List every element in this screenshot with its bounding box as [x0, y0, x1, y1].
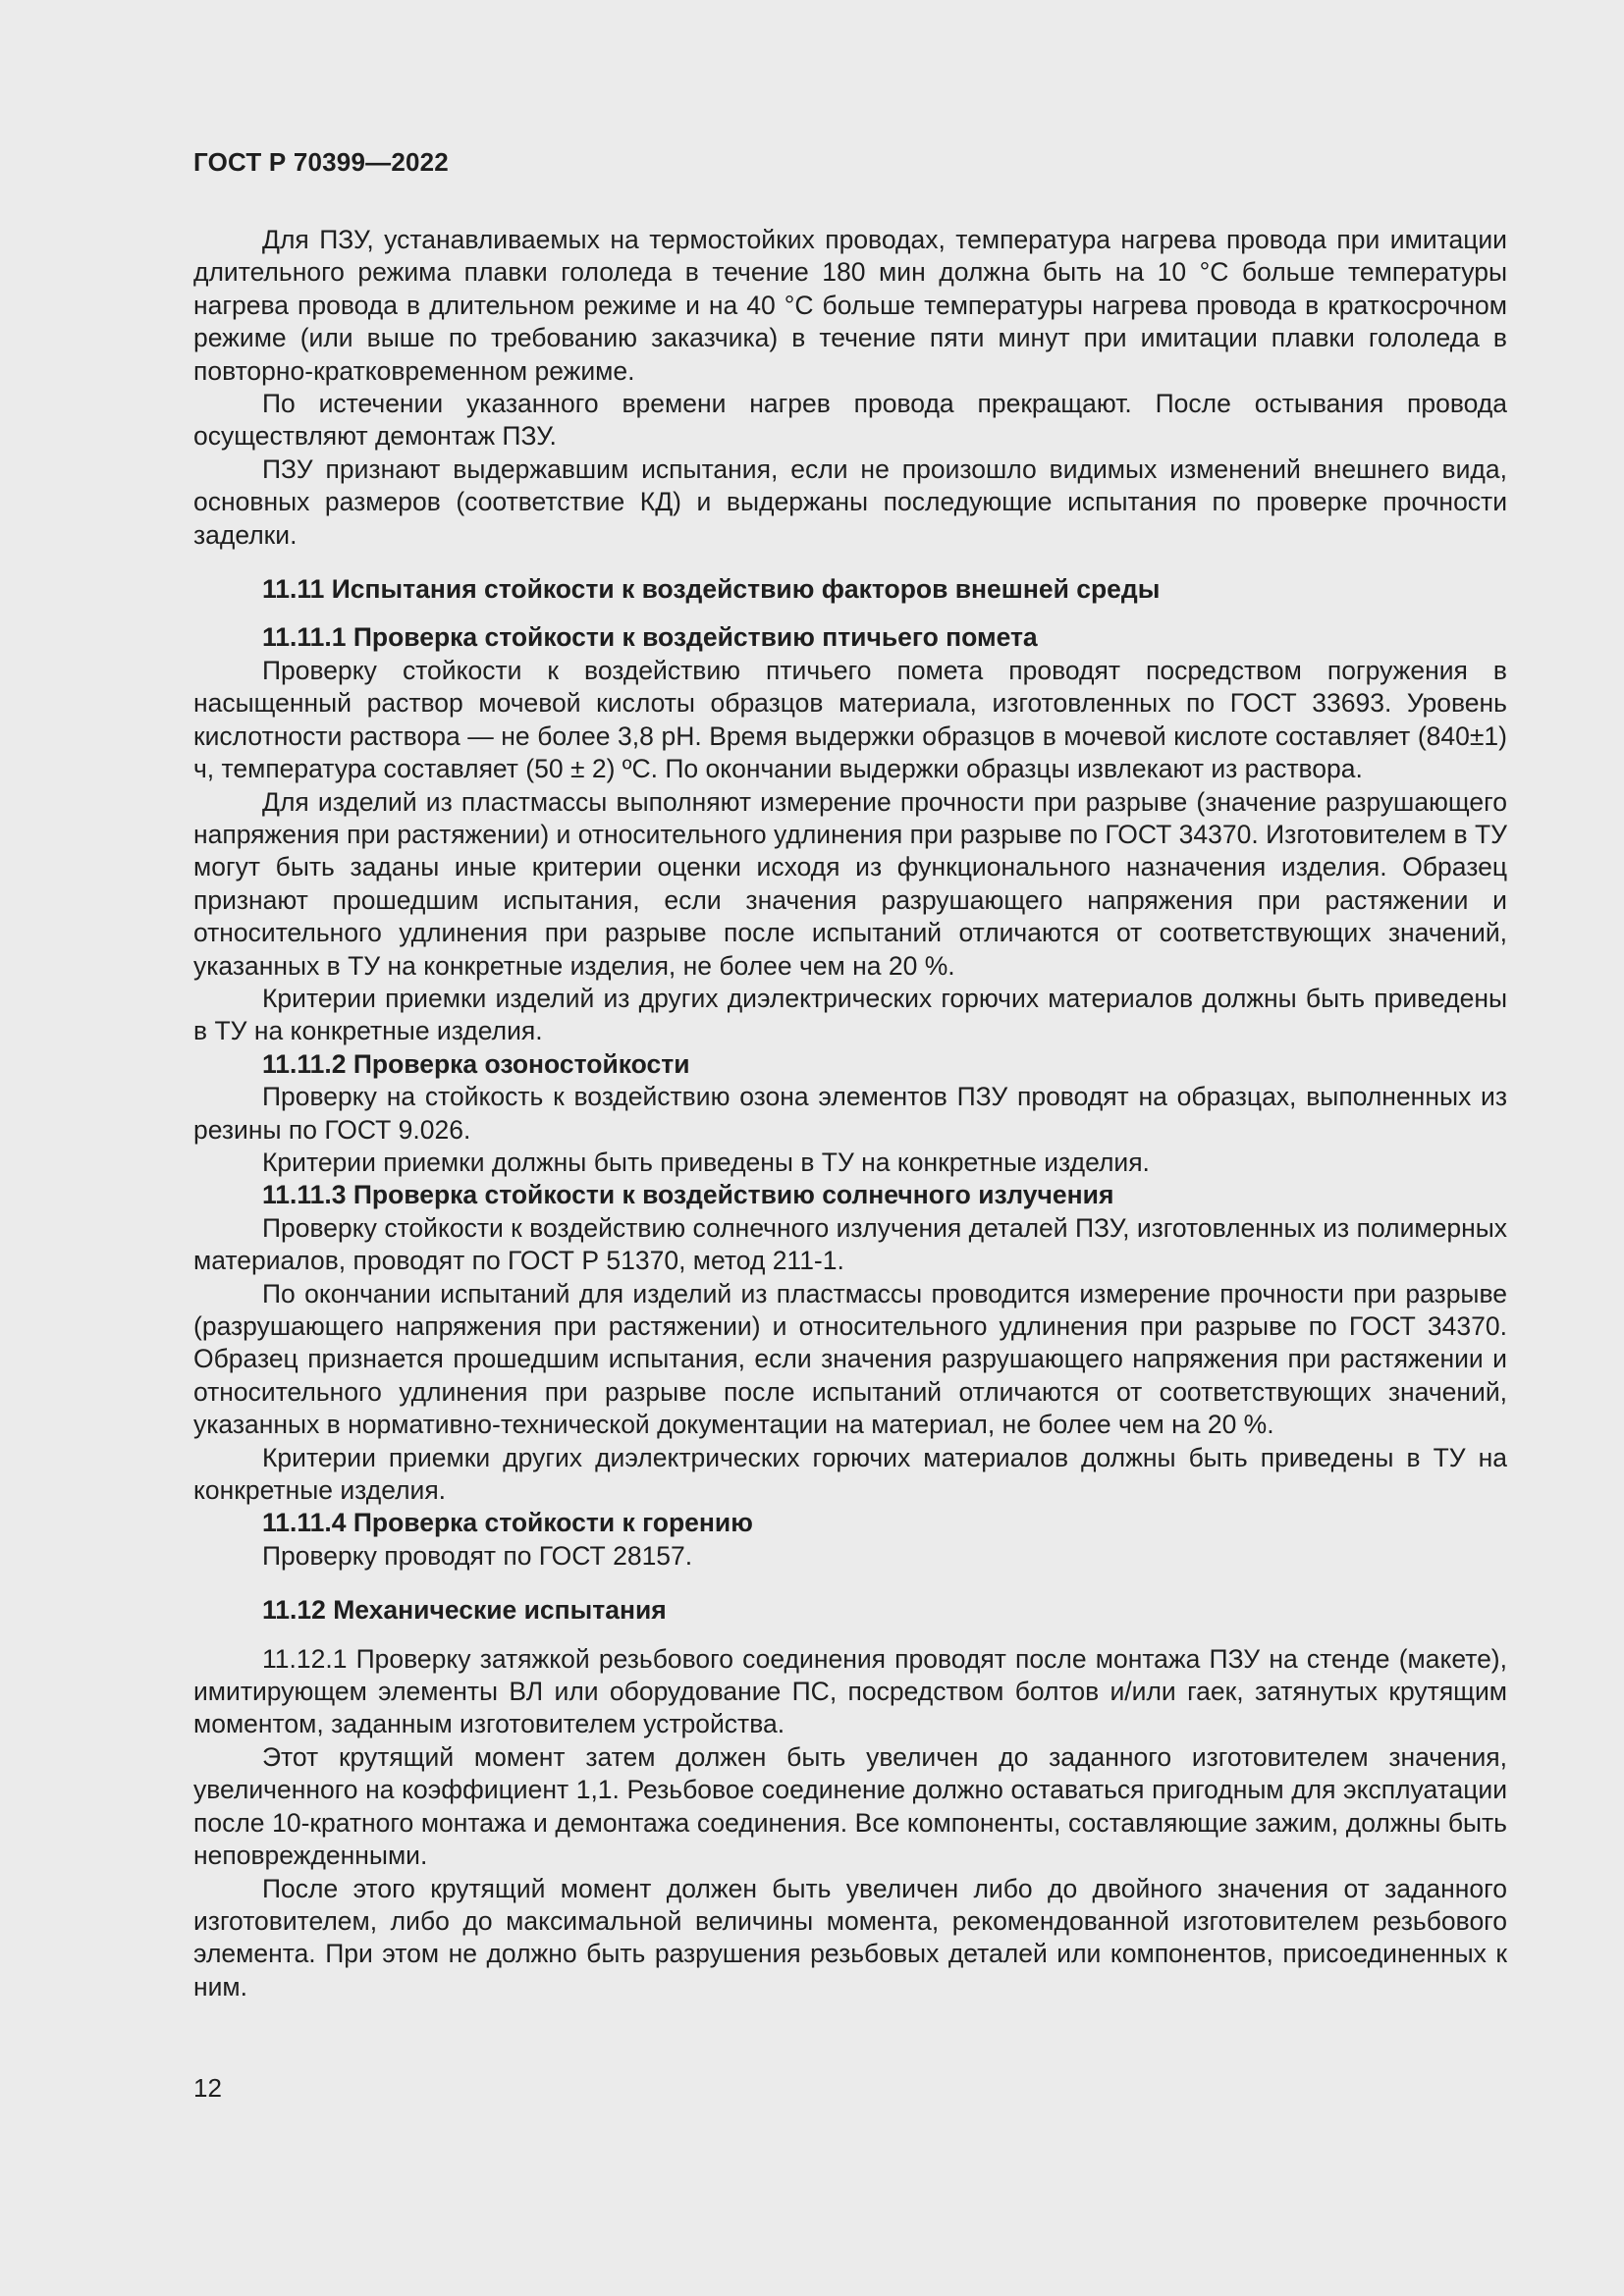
paragraph: По истечении указанного времени нагрев провода прекращают. После остывания провода осуществляют демонтаж ПЗУ. [193, 389, 1507, 452]
paragraph: Критерии приемки изделий из других диэлектрических горючих материалов должны быть приведены в ТУ на конкретные изделия. [193, 983, 1507, 1046]
section-heading-11-11: 11.11 Испытания стойкости к воздействию факторов внешней среды [262, 574, 1161, 605]
page-number: 12 [193, 2073, 222, 2103]
section-heading-11-11-4: 11.11.4 Проверка стойкости к горению [262, 1508, 753, 1538]
paragraph: После этого крутящий момент должен быть увеличен либо до двойного значения от заданного изготовителем, либо до максимальной величины момента, рекомендованной изготовителем резьбового элемента. При этом не должно быть разрушения резьбовых деталей или компонентов, присоединенных к ним. [193, 1873, 1507, 2002]
paragraph: Проверку проводят по ГОСТ 28157. [262, 1540, 693, 1571]
paragraph: ПЗУ признают выдержавшим испытания, если не произошло видимых изменений внешнего вида, основных размеров (соответствие КД) и выдержаны последующие испытания по проверке прочности заделки. [193, 454, 1507, 550]
paragraph: Этот крутящий момент затем должен быть увеличен до заданного изготовителем значения, увеличенного на коэффициент 1,1. Резьбовое соединение должно оставаться пригодным для эксплуатации после 10-кратного монтажа и демонтажа соединения. Все компоненты, составляющие зажим, должны быть неповрежденными. [193, 1741, 1507, 1871]
document-body [193, 224, 1507, 2003]
section-heading-11-11-3: 11.11.3 Проверка стойкости к воздействию солнечного излучения [262, 1180, 1114, 1210]
paragraph: Для изделий из пластмассы выполняют измерение прочности при разрыве (значение разрушающего напряжения при растяжении) и относительного удлинения при разрыве по ГОСТ 34370. Изготовителем в ТУ могут быть заданы иные критерии оценки исходя из функционального назначения изделия. Образец признают прошедшим испытания, если значения разрушающего напряжения при растяжении и относительного удлинения при разрыве после испытаний отличаются от соответствующих значений, указанных в ТУ на конкретные изделия, не более чем на 20 %. [193, 786, 1507, 981]
paragraph: Проверку стойкости к воздействию птичьего помета проводят посредством погружения в насыщенный раствор мочевой кислоты образцов материала, изготовленных по ГОСТ 33693. Уровень кислотности раствора — не более 3,8 pH. Время выдержки образцов в мочевой кислоте составляет (840±1) ч, температура составляет (50 ± 2) ºС. По окончании выдержки образцы извлекают из раствора. [193, 655, 1507, 784]
paragraph: Проверку на стойкость к воздействию озона элементов ПЗУ проводят на образцах, выполненных из резины по ГОСТ 9.026. [193, 1082, 1507, 1145]
section-heading-11-11-2: 11.11.2 Проверка озоностойкости [262, 1048, 690, 1079]
section-heading-11-12: 11.12 Механические испытания [262, 1595, 667, 1626]
document-header: ГОСТ Р 70399—2022 [193, 147, 449, 177]
paragraph: 11.12.1 Проверку затяжкой резьбового соединения проводят после монтажа ПЗУ на стенде (макете), имитирующем элементы ВЛ или оборудование ПС, посредством болтов и/или гаек, затянутых крутящим моментом, заданным изготовителем устройства. [193, 1643, 1507, 1739]
paragraph: Проверку стойкости к воздействию солнечного излучения деталей ПЗУ, изготовленных из полимерных материалов, проводят по ГОСТ Р 51370, метод 211-1. [193, 1212, 1507, 1276]
paragraph: Для ПЗУ, устанавливаемых на термостойких проводах, температура нагрева провода при имитации длительного режима плавки гололеда в течение 180 мин должна быть на 10 °С больше температуры нагрева провода в длительном режиме и на 40 °С больше температуры нагрева провода в краткосрочном режиме (или выше по требованию заказчика) в течение пяти минут при имитации плавки гололеда в повторно-кратковременном режиме. [193, 225, 1507, 386]
paragraph: Критерии приемки других диэлектрических горючих материалов должны быть приведены в ТУ на конкретные изделия. [193, 1442, 1507, 1506]
section-heading-11-11-1: 11.11.1 Проверка стойкости к воздействию птичьего помета [262, 622, 1038, 653]
paragraph: По окончании испытаний для изделий из пластмассы проводится измерение прочности при разрыве (разрушающего напряжения при растяжении) и относительного удлинения при разрыве по ГОСТ 34370. Образец признается прошедшим испытания, если значения разрушающего напряжения при растяжении и относительного удлинения при разрыве после испытаний отличаются от соответствующих значений, указанных в нормативно-технической документации на материал, не более чем на 20 %. [193, 1278, 1507, 1440]
paragraph: Критерии приемки должны быть приведены в ТУ на конкретные изделия. [262, 1147, 1150, 1177]
